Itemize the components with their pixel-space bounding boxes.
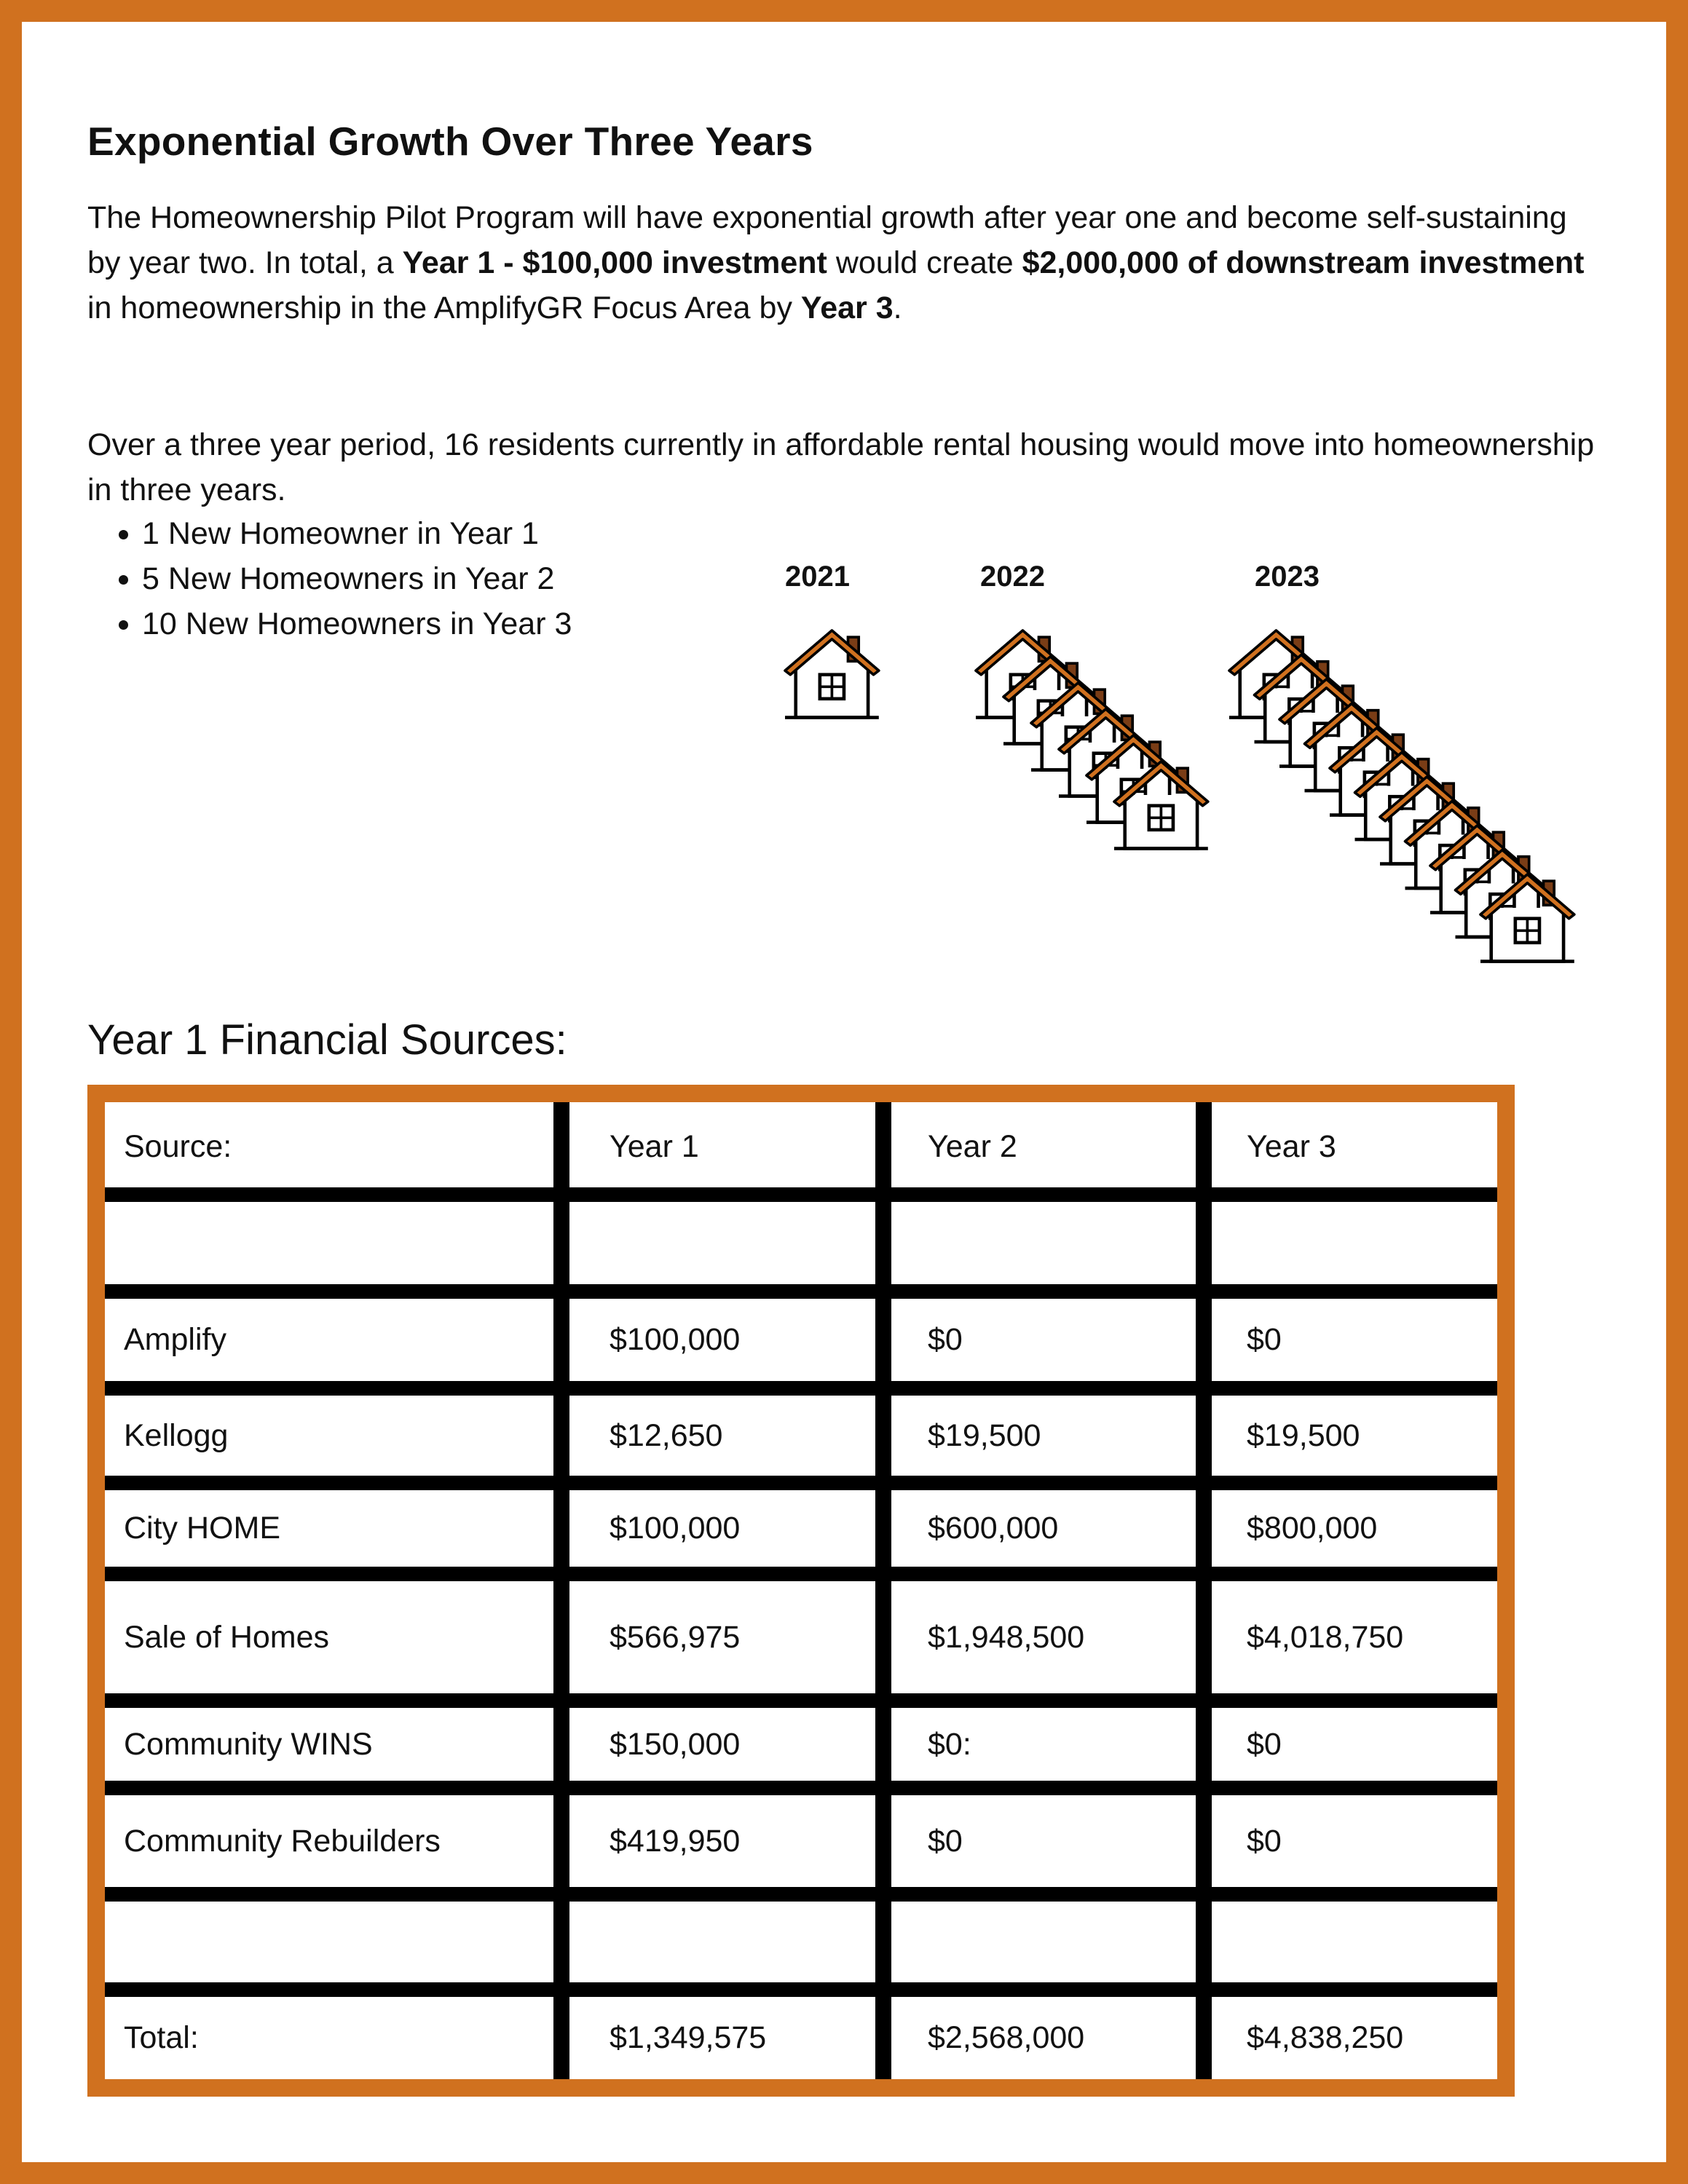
house-icon bbox=[1059, 709, 1153, 796]
intro-text-3: in homeownership in the AmplifyGR Focus Area by bbox=[87, 290, 801, 325]
table-cell bbox=[891, 1202, 1196, 1284]
year-label-2021: 2021 bbox=[785, 561, 850, 593]
table-cell: $100,000 bbox=[569, 1299, 875, 1381]
table-cell: $800,000 bbox=[1212, 1490, 1497, 1567]
intro-bold-year3: Year 3 bbox=[800, 290, 894, 325]
table-cell: Total: bbox=[105, 1997, 553, 2079]
intro-paragraph bbox=[87, 195, 1602, 331]
table-cell: $1,349,575 bbox=[569, 1997, 875, 2079]
table-cell: $419,950 bbox=[569, 1795, 875, 1887]
table-header-cell: Year 2 bbox=[891, 1102, 1196, 1187]
table-cell: Sale of Homes bbox=[105, 1581, 553, 1693]
table-title: Year 1 Financial Sources: bbox=[87, 1016, 567, 1064]
table-cell: $0 bbox=[1212, 1299, 1497, 1381]
house-icon bbox=[1255, 655, 1349, 743]
house-icon bbox=[1114, 761, 1208, 849]
table-cell bbox=[1212, 1902, 1497, 1982]
house-icon bbox=[1405, 802, 1499, 889]
table-cell: Kellogg bbox=[105, 1396, 553, 1476]
year-label-2022: 2022 bbox=[980, 561, 1045, 593]
table-cell: $150,000 bbox=[569, 1708, 875, 1781]
table-cell bbox=[569, 1202, 875, 1284]
table-cell bbox=[1212, 1202, 1497, 1284]
intro-bold-downstream: $2,000,000 of downstream investment bbox=[1022, 245, 1585, 280]
table-header-cell: Year 1 bbox=[569, 1102, 875, 1187]
house-icon bbox=[1086, 735, 1180, 823]
table-cell bbox=[569, 1902, 875, 1982]
table-cell bbox=[105, 1902, 553, 1982]
table-cell: $4,838,250 bbox=[1212, 1997, 1497, 2079]
table-cell: $12,650 bbox=[569, 1396, 875, 1476]
house-icon bbox=[785, 630, 879, 718]
list-item: • 5 New Homeowners in Year 2 bbox=[142, 556, 572, 601]
table-cell: $1,948,500 bbox=[891, 1581, 1196, 1693]
table-cell bbox=[105, 1202, 553, 1284]
table-header-cell: Source: bbox=[105, 1102, 553, 1187]
house-icon bbox=[1279, 679, 1373, 767]
house-icon bbox=[1430, 826, 1524, 913]
financial-table bbox=[87, 1085, 1515, 2097]
house-icon bbox=[1380, 777, 1474, 864]
table-cell: Amplify bbox=[105, 1299, 553, 1381]
list-item: • 10 New Homeowners in Year 3 bbox=[142, 601, 572, 646]
intro-bold-investment: Year 1 - $100,000 investment bbox=[402, 245, 827, 280]
table-cell: $0 bbox=[891, 1795, 1196, 1887]
table-cell: $2,568,000 bbox=[891, 1997, 1196, 2079]
house-icon bbox=[1003, 657, 1097, 744]
intro-text-1: The Homeownership Pilot Program will have exponential growth after year one and become self-sustaining by year two. In total, a bbox=[87, 200, 1567, 280]
intro-text-4: . bbox=[893, 290, 902, 325]
house-icon bbox=[1480, 874, 1574, 962]
house-icon bbox=[1355, 753, 1449, 840]
page-heading: Exponential Growth Over Three Years bbox=[87, 119, 813, 164]
table-header-cell: Year 3 bbox=[1212, 1102, 1497, 1187]
table-cell: $4,018,750 bbox=[1212, 1581, 1497, 1693]
house-icon bbox=[1456, 850, 1550, 938]
house-icon bbox=[1330, 728, 1424, 815]
intro-text-2: would create bbox=[827, 245, 1022, 280]
table-cell: Community Rebuilders bbox=[105, 1795, 553, 1887]
homeowner-list bbox=[106, 511, 572, 646]
table-cell: $19,500 bbox=[891, 1396, 1196, 1476]
table-cell: $100,000 bbox=[569, 1490, 875, 1567]
table-cell: $566,975 bbox=[569, 1581, 875, 1693]
table-cell: $0 bbox=[1212, 1708, 1497, 1781]
table-cell: $0 bbox=[1212, 1795, 1497, 1887]
table-cell: City HOME bbox=[105, 1490, 553, 1567]
list-item: • 1 New Homeowner in Year 1 bbox=[142, 511, 572, 556]
year-label-2023: 2023 bbox=[1255, 561, 1320, 593]
table-cell: Community WINS bbox=[105, 1708, 553, 1781]
house-icon bbox=[976, 630, 1070, 718]
table-cell bbox=[891, 1902, 1196, 1982]
table-cell: $0 bbox=[891, 1299, 1196, 1381]
table-cell: $600,000 bbox=[891, 1490, 1196, 1567]
house-icon bbox=[1229, 630, 1323, 718]
table-cell: $0: bbox=[891, 1708, 1196, 1781]
financial-table-grid bbox=[105, 1102, 1497, 2079]
period-paragraph: Over a three year period, 16 residents currently in affordable rental housing would move into homeownership in three years. bbox=[87, 427, 1595, 507]
house-icon bbox=[1031, 683, 1125, 770]
house-icon bbox=[1305, 704, 1399, 791]
table-cell: $19,500 bbox=[1212, 1396, 1497, 1476]
